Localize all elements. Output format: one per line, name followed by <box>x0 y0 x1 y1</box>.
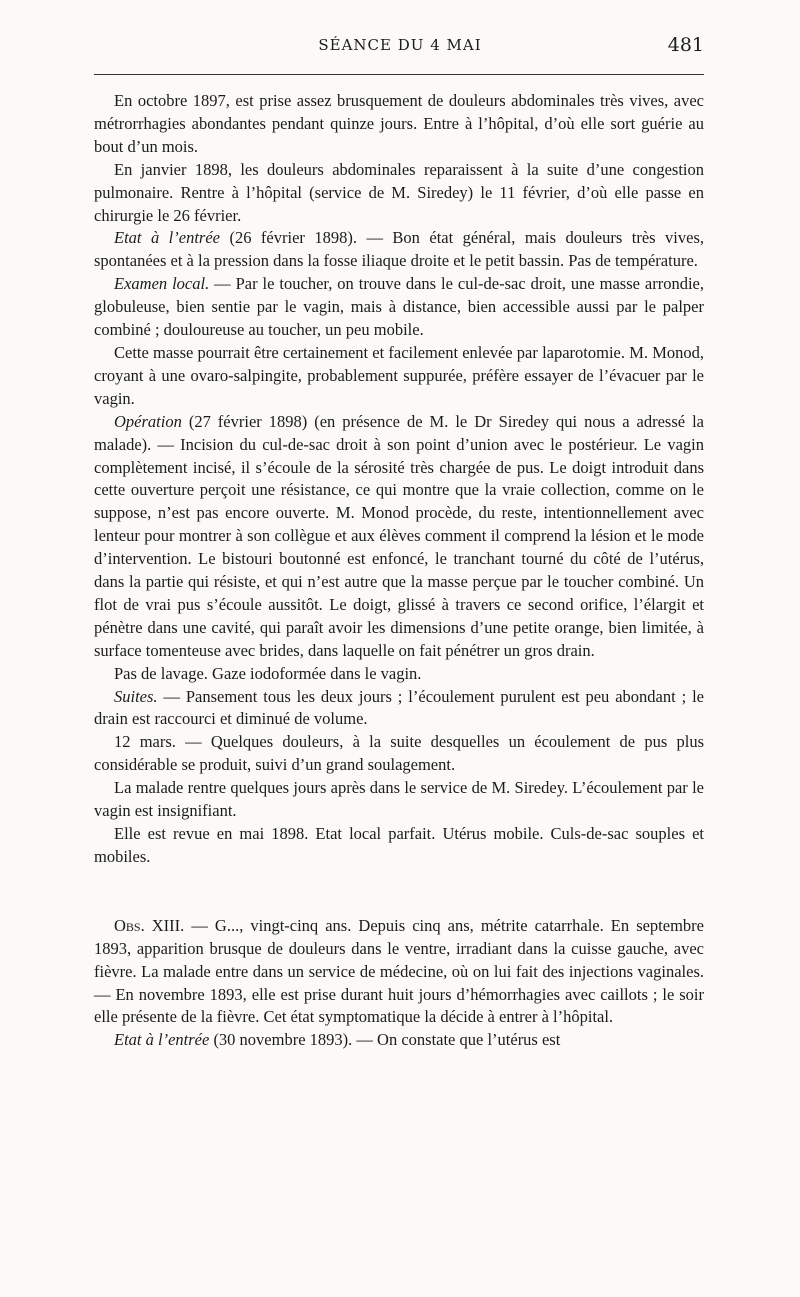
page-header <box>0 36 800 58</box>
paragraph: 12 mars. — Quelques douleurs, à la suite desquelles un écoulement de pus plus considérable se produit, suivi d’un grand soulagement. <box>94 732 704 775</box>
paragraph: Cette masse pourrait être certainement et facilement enlevée par laparotomie. M. Monod, croyant à une ovaro-salpingite, probablement suppurée, préfère essayer de l’évacuer par le vagin. <box>94 342 704 408</box>
paragraph-lead: Etat à l’entrée <box>114 1030 210 1050</box>
observation-label: Obs. XIII. <box>114 915 185 935</box>
paragraph-lead: Suites. <box>114 686 158 706</box>
header-rule <box>94 74 704 75</box>
page-number: 481 <box>667 34 704 56</box>
paragraph: Etat à l’entrée (26 février 1898). — Bon état général, mais douleurs très vives, spontanées et à la pression dans la fosse iliaque droite et le petit bassin. Pas de température. <box>94 228 704 271</box>
running-title: SÉANCE DU 4 MAI <box>318 36 482 54</box>
observation-continuation: Etat à l’entrée (30 novembre 1893). — On constate que l’utérus est <box>114 1030 561 1050</box>
paragraph: Examen local. — Par le toucher, on trouve dans le cul-de-sac droit, une masse arrondie, globuleuse, bien sentie par le vagin, mais à distance, bien accessible aussi par le palper combiné ; douloureuse au toucher, un peu mobile. <box>94 274 705 340</box>
paragraph: En janvier 1898, les douleurs abdominales reparaissent à la suite d’une congestion pulmonaire. Rentre à l’hôpital (service de M. Siredey) le 11 février, d’où elle passe en chirurgie le 26 février. <box>94 159 704 225</box>
paragraph: Opération (27 février 1898) (en présence de M. le Dr Siredey qui nous a adressé la malade). — Incision du cul-de-sac droit à son point d’union avec le postérieur. Le vagin complètement incisé, il s’écoule de la sérosité très chargée de pus. Le doigt introduit dans cette ouverture perçoit une résistance, ce qui montre que la vraie collection, comme on le suppose, n’est pas encore ouverte. M. Monod procède, du reste, intentionnellement avec lenteur pour montrer à son collègue et aux élèves comment il comprend la lésion et le mode d’intervention. Le bistouri boutonné est enfoncé, le tranchant tourné du côté de l’utérus, dans la partie qui résiste, et qui n’est autre que la masse perçue par le toucher combiné. Un flot de vrai pus s’écoule aussitôt. Le doigt, glissé à travers ce second orifice, l’élargit et pénètre dans une cavité, qui paraît avoir les dimensions d’une petite orange, bien limitée, à surface tomenteuse avec brides, dans laquelle on fait pénétrer un gros drain. <box>94 411 704 660</box>
paragraph: Suites. — Pansement tous les deux jours ; l’écoulement purulent est peu abondant ; le drain est raccourci et diminué de volume. <box>94 686 704 729</box>
paragraph-lead: Opération <box>114 411 182 431</box>
body-text <box>94 90 704 1052</box>
paragraph-lead: Etat à l’entrée <box>114 228 220 248</box>
observation-paragraph: Obs. XIII. — G..., vingt-cinq ans. Depuis cinq ans, métrite catarrhale. En septembre 1893, apparition brusque de douleurs dans le ventre, irradiant dans la cuisse gauche, avec fièvre. La malade entre dans un service de médecine, où on lui fait des injections vaginales. — En novembre 1893, elle est prise durant huit jours d’hémorrhagies avec caillots ; le soir elle présente de la fièvre. Cet état symptomatique la décide à entrer à l’hôpital. <box>94 915 704 1027</box>
paragraph-lead: Examen local. <box>114 274 210 294</box>
paragraph: En octobre 1897, est prise assez brusquement de douleurs abdominales très vives, avec métrorrhagies abondantes pendant quinze jours. Entre à l’hôpital, d’où elle sort guérie au bout d’un mois. <box>94 91 704 156</box>
paragraph: Elle est revue en mai 1898. Etat local parfait. Utérus mobile. Culs-de-sac souples et mobiles. <box>94 824 704 866</box>
paragraph: Pas de lavage. Gaze iodoformée dans le vagin. <box>114 663 422 683</box>
paragraph: La malade rentre quelques jours après dans le service de M. Siredey. L’écoulement par le vagin est insignifiant. <box>94 778 704 821</box>
